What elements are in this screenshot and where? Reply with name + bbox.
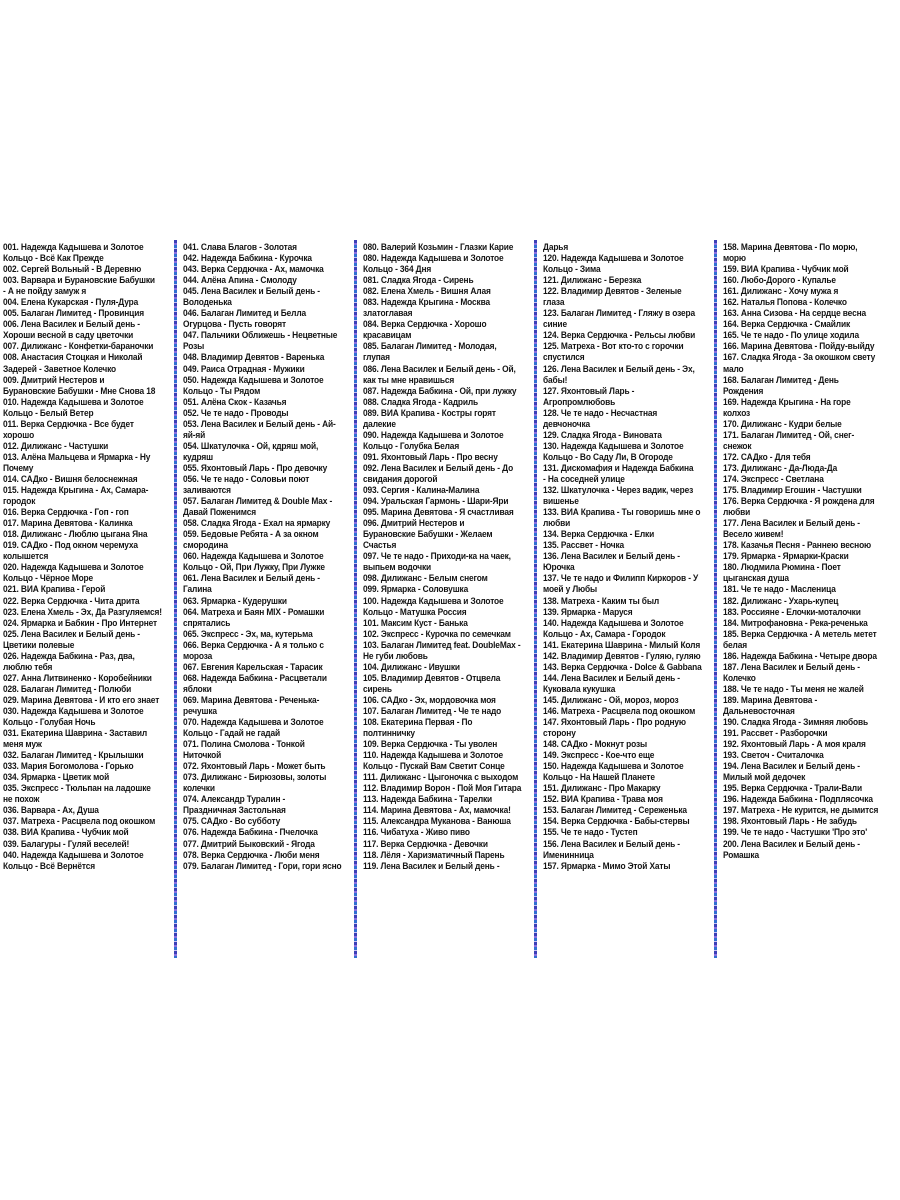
track-line: 083. Надежда Крыгина - Москва (363, 297, 491, 308)
track-line: 029. Марина Девятова - И кто его знает (3, 694, 160, 705)
track-line: 097. Че те надо - Приходи-ка на чаек, (363, 551, 511, 562)
track-line: 145. Дилижанс - Ой, мороз, мороз (543, 694, 679, 705)
track-line: 190. Сладка Ягода - Зимняя любовь (723, 717, 868, 728)
track-line: 091. Яхонтовый Ларь - Про весну (363, 451, 498, 462)
track-line: глупая (363, 352, 390, 363)
track-line: Кольцо - На Нашей Планете (543, 772, 655, 783)
track-line: 185. Верка Сердючка - А метель метет (723, 628, 877, 639)
track-line: Бурановские Бабушки - Желаем (363, 529, 493, 540)
track-line: Кольцо - Ты Рядом (183, 385, 261, 396)
track-line: 104. Дилижанс - Ивушки (363, 661, 460, 672)
track-line: 171. Балаган Лимитед - Ой, снег- (723, 429, 855, 440)
track-line: свидания дорогой (363, 473, 438, 484)
track-line: 011. Верка Сердючка - Все будет (3, 418, 134, 429)
track-line: 181. Че те надо - Масленица (723, 584, 836, 595)
track-line: Колечко (723, 672, 756, 683)
track-line: златоглавая (363, 308, 413, 319)
track-column-3 (360, 240, 540, 958)
track-line: полтинничку (363, 728, 415, 739)
track-line: 001. Надежда Кадышева и Золотое (3, 242, 144, 252)
track-list (183, 242, 350, 872)
track-line: 175. Владимир Егошин - Частушки (723, 485, 862, 496)
track-line: - А не пойду замуж я (3, 286, 87, 297)
track-line: Давай Поженимся (183, 507, 257, 518)
track-line: Юрочка (543, 562, 575, 573)
track-line: Хороши весной в саду цветочки (3, 330, 134, 341)
track-column-1 (0, 240, 180, 958)
track-line: 143. Верка Сердючка - Dolce & Gabbana (543, 661, 702, 672)
track-list (363, 242, 530, 872)
track-line: 042. Надежда Бабкина - Курочка (183, 253, 312, 264)
track-line: 082. Елена Хмель - Вишня Алая (363, 286, 491, 297)
track-line: Кольцо - Всё Как Прежде (3, 253, 104, 264)
track-line: любви (723, 507, 751, 518)
track-line: 109. Верка Сердючка - Ты уволен (363, 739, 498, 750)
track-line: кудряш (183, 451, 213, 462)
track-line: любви (543, 518, 571, 529)
track-line: 035. Экспресс - Тюльпан на ладошке (3, 783, 151, 794)
track-line: 155. Че те надо - Тустеп (543, 827, 638, 838)
track-line: 018. Дилижанс - Люблю цыгана Яна (3, 529, 148, 540)
track-line: 196. Надежда Бабкина - Подплясочка (723, 794, 873, 805)
track-line: 077. Дмитрий Быковский - Ягода (183, 838, 315, 849)
track-line: синие (543, 319, 567, 330)
track-line: смородина (183, 540, 228, 551)
track-line: белая (723, 639, 747, 650)
track-line: 031. Екатерина Шаврина - Заставил (3, 728, 148, 739)
track-line: 170. Дилижанс - Кудри белые (723, 418, 842, 429)
track-line: 094. Уральская Гармонь - Шари-Яри (363, 496, 509, 507)
track-line: 053. Лена Василек и Белый день - Ай- (183, 418, 336, 429)
track-line: 003. Варвара и Бурановские Бабушки (3, 275, 155, 286)
track-line: 100. Надежда Кадышева и Золотое (363, 595, 504, 606)
track-line: Кольцо - Зима (543, 264, 601, 275)
track-line: снежок (723, 440, 752, 451)
track-line: Бурановские Бабушки - Мне Снова 18 (3, 385, 156, 396)
track-line: 123. Балаган Лимитед - Гляжу в озера (543, 308, 696, 319)
track-list (723, 242, 890, 861)
track-line: 152. ВИА Крапива - Трава моя (543, 794, 663, 805)
track-line: 165. Че те надо - По улице ходила (723, 330, 859, 341)
track-line: 052. Че те надо - Проводы (183, 407, 289, 418)
track-line: 021. ВИА Крапива - Герой (3, 584, 106, 595)
track-line: 130. Надежда Кадышева и Золотое (543, 440, 684, 451)
track-line: 069. Марина Девятова - Реченька- (183, 694, 320, 705)
track-line: 078. Верка Сердючка - Люби меня (183, 849, 320, 860)
track-line: 073. Дилижанс - Бирюзовы, золоты (183, 772, 327, 783)
track-line: 161. Дилижанс - Хочу мужа я (723, 286, 839, 297)
track-line: 159. ВИА Крапива - Чубчик мой (723, 264, 849, 275)
track-line: 012. Дилижанс - Частушки (3, 440, 109, 451)
track-line: 119. Лена Василек и Белый день - (363, 860, 500, 871)
track-line: 125. Матреха - Вот кто-то с горочки (543, 341, 684, 352)
track-line: 005. Балаган Лимитед - Провинция (3, 308, 144, 319)
track-line: 144. Лена Василек и Белый день - (543, 672, 680, 683)
track-line: Кольцо - Белый Ветер (3, 407, 94, 418)
track-line: 098. Дилижанс - Белым снегом (363, 573, 488, 584)
track-line: 063. Ярмарка - Кудерушки (183, 595, 287, 606)
track-line: городок (3, 496, 36, 507)
playlist-sheet (0, 240, 900, 958)
track-line: 128. Че те надо - Несчастная (543, 407, 658, 418)
track-line: Кольцо - Во Саду Ли, В Огороде (543, 451, 673, 462)
track-line: 149. Экспресс - Кое-что еще (543, 750, 655, 761)
track-line: 036. Варвара - Ах, Душа (3, 805, 99, 816)
track-line: Кольцо - Ах, Самара - Городок (543, 628, 666, 639)
track-line: 138. Матреха - Каким ты был (543, 595, 660, 606)
track-line: 089. ВИА Крапива - Костры горят (363, 407, 496, 418)
track-line: красавицам (363, 330, 412, 341)
track-line: 158. Марина Девятова - По морю, (723, 242, 858, 252)
track-line: 133. ВИА Крапива - Ты говоришь мне о (543, 507, 701, 518)
track-line: 140. Надежда Кадышева и Золотое (543, 617, 684, 628)
track-line: Куковала кукушка (543, 683, 616, 694)
track-line: 006. Лена Василек и Белый день - (3, 319, 140, 330)
track-line: 195. Верка Сердючка - Трали-Вали (723, 783, 863, 794)
track-line: сирень (363, 683, 392, 694)
track-line: Розы (183, 341, 205, 352)
track-line: 037. Матреха - Расцвела под окошком (3, 816, 156, 827)
track-line: 093. Сергия - Калина-Малина (363, 485, 480, 496)
track-line: 173. Дилижанс - Да-Люда-Да (723, 462, 838, 473)
track-line: заливаются (183, 485, 231, 496)
track-line: бабы! (543, 374, 568, 385)
track-line: 048. Владимир Девятов - Варенька (183, 352, 325, 363)
track-line: 034. Ярмарка - Цветик мой (3, 772, 110, 783)
track-line: 041. Слава Благов - Золотая (183, 242, 297, 252)
track-line: как ты мне нравишься (363, 374, 455, 385)
track-line: 033. Мария Богомолова - Горько (3, 761, 134, 772)
track-line: 139. Ярмарка - Маруся (543, 606, 633, 617)
track-line: 028. Балаган Лимитед - Полюби (3, 683, 132, 694)
track-line: Именинница (543, 849, 594, 860)
track-line: 169. Надежда Крыгина - На горе (723, 396, 851, 407)
track-line: далекие (363, 418, 396, 429)
track-line: Ниточкой (183, 750, 222, 761)
track-line: 065. Экспресс - Эх, ма, кутерьма (183, 628, 313, 639)
track-list (3, 242, 170, 872)
track-line: 057. Балаган Лимитед & Double Max - (183, 496, 333, 507)
track-line: - На соседней улице (543, 473, 625, 484)
track-line: 114. Марина Девятова - Ах, мамочка! (363, 805, 511, 816)
track-line: 039. Балагуры - Гуляй веселей! (3, 838, 130, 849)
track-line: 154. Верка Сердючка - Бабы-стервы (543, 816, 690, 827)
track-line: 113. Надежда Бабкина - Тарелки (363, 794, 493, 805)
track-line: 058. Сладка Ягода - Ехал на ярмарку (183, 518, 331, 529)
track-line: 066. Верка Сердючка - А я только с (183, 639, 324, 650)
track-line: 024. Ярмарка и Бабкин - Про Интернет (3, 617, 157, 628)
track-line: 086. Лена Василек и Белый день - Ой, (363, 363, 516, 374)
track-line: 134. Верка Сердючка - Елки (543, 529, 655, 540)
track-line: 085. Балаган Лимитед - Молодая, (363, 341, 497, 352)
track-line: 176. Верка Сердючка - Я рождена для (723, 496, 875, 507)
track-line: 049. Раиса Отрадная - Мужики (183, 363, 305, 374)
track-line: 124. Верка Сердючка - Рельсы любви (543, 330, 696, 341)
track-line: 067. Евгения Карельская - Тарасик (183, 661, 323, 672)
track-line: 172. САДко - Для тебя (723, 451, 811, 462)
track-line: 131. Дискомафия и Надежда Бабкина (543, 462, 694, 473)
track-line: 044. Алёна Апина - Смолоду (183, 275, 297, 286)
track-line: люблю тебя (3, 661, 53, 672)
track-line: 135. Рассвет - Ночка (543, 540, 625, 551)
track-line: Ромашка (723, 849, 759, 860)
track-line: 064. Матреха и Баян MIX - Ромашки (183, 606, 325, 617)
track-line: 026. Надежда Бабкина - Раз, два, (3, 650, 135, 661)
track-line: 182. Дилижанс - Ухарь-купец (723, 595, 839, 606)
track-line: 166. Марина Девятова - Пойду-выйду (723, 341, 875, 352)
track-line: Володенька (183, 297, 232, 308)
track-line: 191. Рассвет - Разборочки (723, 728, 828, 739)
track-line: яй-яй (183, 429, 206, 440)
track-line: колхоз (723, 407, 751, 418)
track-line: 121. Дилижанс - Березка (543, 275, 642, 286)
track-line: 099. Ярмарка - Соловушка (363, 584, 469, 595)
track-line: Милый мой дедочек (723, 772, 806, 783)
track-line: 174. Экспресс - Светлана (723, 473, 824, 484)
track-line: 168. Балаган Лимитед - День (723, 374, 839, 385)
track-line: 198. Яхонтовый Ларь - Не забудь (723, 816, 857, 827)
track-line: 038. ВИА Крапива - Чубчик мой (3, 827, 129, 838)
track-line: 153. Балаган Лимитед - Сереженька (543, 805, 687, 816)
track-line: 030. Надежда Кадышева и Золотое (3, 705, 144, 716)
track-line: мороза (183, 650, 213, 661)
track-line: 043. Верка Сердючка - Ах, мамочка (183, 264, 324, 275)
track-line: хорошо (3, 429, 35, 440)
track-line: 177. Лена Василек и Белый день - (723, 518, 860, 529)
track-line: 014. САДко - Вишня белоснежная (3, 473, 138, 484)
track-line: 146. Матреха - Расцвела под окошком (543, 705, 696, 716)
track-line: 060. Надежда Кадышева и Золотое (183, 551, 324, 562)
track-line: 051. Алёна Скок - Казачья (183, 396, 287, 407)
track-line: 192. Яхонтовый Ларь - А моя краля (723, 739, 866, 750)
track-line: не похож (3, 794, 40, 805)
track-line: 090. Надежда Кадышева и Золотое (363, 429, 504, 440)
track-line: 079. Балаган Лимитед - Гори, гори ясно (183, 860, 342, 871)
track-line: колечки (183, 783, 215, 794)
track-line: 199. Че те надо - Частушки 'Про это' (723, 827, 868, 838)
track-line: моей у Любы (543, 584, 597, 595)
track-line: Галина (183, 584, 212, 595)
track-line: 189. Марина Девятова - (723, 694, 818, 705)
track-line: 095. Марина Девятова - Я счастливая (363, 507, 514, 518)
track-line: Огурцова - Пусть говорят (183, 319, 287, 330)
track-line: 164. Верка Сердючка - Смайлик (723, 319, 851, 330)
track-line: 040. Надежда Кадышева и Золотое (3, 849, 144, 860)
track-line: 008. Анастасия Стоцкая и Николай (3, 352, 143, 363)
track-line: 084. Верка Сердючка - Хорошо (363, 319, 487, 330)
track-line: 187. Лена Василек и Белый день - (723, 661, 860, 672)
track-line: 080. Валерий Козьмин - Глазки Карие (363, 242, 514, 252)
track-line: 061. Лена Василек и Белый день - (183, 573, 320, 584)
track-line: 075. САДко - Во субботу (183, 816, 281, 827)
track-line: Дальневосточная (723, 705, 795, 716)
track-line: сторону (543, 728, 576, 739)
track-line: Праздничная Застольная (183, 805, 286, 816)
track-column-5 (720, 240, 900, 958)
track-line: 046. Балаган Лимитед и Белла (183, 308, 307, 319)
track-line: 023. Елена Хмель - Эх, Да Разгуляемся! (3, 606, 162, 617)
track-line: 118. Лёля - Харизматичный Парень (363, 849, 505, 860)
track-line: 117. Верка Сердючка - Девочки (363, 838, 488, 849)
track-line: 126. Лена Василек и Белый день - Эх, (543, 363, 695, 374)
track-line: 002. Сергей Вольный - В Деревню (3, 264, 142, 275)
track-line: 059. Бедовые Ребята - А за окном (183, 529, 319, 540)
track-line: Не губи любовь (363, 650, 428, 661)
track-line: 080. Надежда Кадышева и Золотое (363, 253, 504, 264)
track-line: колышется (3, 551, 49, 562)
track-line: 127. Яхонтовый Ларь - (543, 385, 635, 396)
track-line: 186. Надежда Бабкина - Четыре двора (723, 650, 877, 661)
track-line: 111. Дилижанс - Цыгоночка с выходом (363, 772, 519, 783)
track-line: речушка (183, 705, 217, 716)
track-line: 194. Лена Василек и Белый день - (723, 761, 860, 772)
track-line: глаза (543, 297, 565, 308)
track-line: 103. Балаган Лимитед feat. DoubleMax - (363, 639, 521, 650)
track-line: 025. Лена Василек и Белый день - (3, 628, 140, 639)
track-line: 101. Максим Куст - Банька (363, 617, 468, 628)
track-line: 092. Лена Василек и Белый день - До (363, 462, 514, 473)
track-line: Кольцо - Гадай не гадай (183, 728, 280, 739)
track-line: 050. Надежда Кадышева и Золотое (183, 374, 324, 385)
track-line: Цветики полевые (3, 639, 75, 650)
track-line: 147. Яхонтовый Ларь - Про родную (543, 717, 686, 728)
track-line: мало (723, 363, 744, 374)
track-line: вишенье (543, 496, 579, 507)
track-line: 004. Елена Кукарская - Пуля-Дура (3, 297, 139, 308)
track-line: 056. Че те надо - Соловьи поют (183, 473, 310, 484)
track-line: Дарья (543, 242, 569, 252)
track-line: 102. Экспресс - Курочка по семечкам (363, 628, 511, 639)
track-line: 167. Сладка Ягода - За окошком свету (723, 352, 876, 363)
track-line: Агропромлюбовь (543, 396, 616, 407)
track-line: 184. Митрофановна - Река-реченька (723, 617, 868, 628)
track-line: 188. Че те надо - Ты меня не жалей (723, 683, 864, 694)
track-line: 096. Дмитрий Нестеров и (363, 518, 465, 529)
track-line: 180. Людмила Рюмина - Поет (723, 562, 841, 573)
track-line: Кольцо - Голубая Ночь (3, 717, 96, 728)
track-line: 106. САДко - Эх, мордовочка моя (363, 694, 496, 705)
track-line: 009. Дмитрий Нестеров и (3, 374, 105, 385)
track-line: 081. Сладка Ягода - Сирень (363, 275, 474, 286)
track-line: 200. Лена Василек и Белый день - (723, 838, 860, 849)
track-line: меня муж (3, 739, 42, 750)
track-line: 070. Надежда Кадышева и Золотое (183, 717, 324, 728)
track-line: 150. Надежда Кадышева и Золотое (543, 761, 684, 772)
track-line: Кольцо - Матушка Россия (363, 606, 467, 617)
track-line: 163. Анна Сизова - На сердце весна (723, 308, 867, 319)
track-line: 178. Казачья Песня - Раннею весною (723, 540, 872, 551)
track-line: 179. Ярмарка - Ярмарки-Краски (723, 551, 849, 562)
track-line: 183. Россияне - Елочки-моталочки (723, 606, 861, 617)
track-column-4 (540, 240, 720, 958)
track-line: 015. Надежда Крыгина - Ах, Самара- (3, 485, 149, 496)
track-line: Почему (3, 462, 34, 473)
track-line: 105. Владимир Девятов - Отцвела (363, 672, 501, 683)
track-line: 019. САДко - Под окном черемуха (3, 540, 138, 551)
track-line: спустился (543, 352, 585, 363)
track-line: Рождения (723, 385, 764, 396)
track-line: спрятались (183, 617, 231, 628)
track-line: 160. Любо-Дорого - Купалье (723, 275, 836, 286)
track-line: 162. Наталья Попова - Колечко (723, 297, 847, 308)
track-line: 151. Дилижанс - Про Макарку (543, 783, 661, 794)
track-line: 157. Ярмарка - Мимо Этой Хаты (543, 860, 671, 871)
track-line: 013. Алёна Мальцева и Ярмарка - Ну (3, 451, 151, 462)
track-line: цыганская душа (723, 573, 789, 584)
track-line: 120. Надежда Кадышева и Золотое (543, 253, 684, 264)
track-line: 045. Лена Василек и Белый день - (183, 286, 320, 297)
track-line: Кольцо - Ой, При Лужку, При Лужке (183, 562, 325, 573)
track-line: 142. Владимир Девятов - Гуляю, гуляю (543, 650, 701, 661)
track-line: 116. Чибатуха - Живо пиво (363, 827, 470, 838)
track-line: 055. Яхонтовый Ларь - Про девочку (183, 462, 328, 473)
track-line: 047. Пальчики Оближешь - Нецветные (183, 330, 338, 341)
track-line: 156. Лена Василек и Белый день - (543, 838, 680, 849)
track-line: 137. Че те надо и Филипп Киркоров - У (543, 573, 699, 584)
track-line: 087. Надежда Бабкина - Ой, при лужку (363, 385, 517, 396)
track-line: Кольцо - 364 Дня (363, 264, 432, 275)
track-line: 010. Надежда Кадышева и Золотое (3, 396, 144, 407)
track-line: 027. Анна Литвиненко - Коробейники (3, 672, 152, 683)
track-line: 076. Надежда Бабкина - Пчелочка (183, 827, 318, 838)
track-line: Кольцо - Пускай Вам Светит Сонце (363, 761, 505, 772)
track-line: морю (723, 253, 746, 264)
track-line: 007. Дилижанс - Конфетки-бараночки (3, 341, 154, 352)
track-line: Весело живем! (723, 529, 784, 540)
track-line: 088. Сладка Ягода - Кадриль (363, 396, 479, 407)
track-line: 072. Яхонтовый Ларь - Может быть (183, 761, 326, 772)
track-line: 132. Шкатулочка - Через вадик, через (543, 485, 694, 496)
track-line: 071. Полина Смолова - Тонкой (183, 739, 305, 750)
track-line: 136. Лена Василек и Белый день - (543, 551, 680, 562)
track-line: 129. Сладка Ягода - Виновата (543, 429, 662, 440)
track-line: 020. Надежда Кадышева и Золотое (3, 562, 144, 573)
track-line: 017. Марина Девятова - Калинка (3, 518, 133, 529)
track-line: яблоки (183, 683, 212, 694)
track-line: 022. Верка Сердючка - Чита дрита (3, 595, 140, 606)
track-line: 112. Владимир Ворон - Пой Моя Гитара (363, 783, 522, 794)
track-line: Кольцо - Всё Вернётся (3, 860, 95, 871)
track-line: 107. Балаган Лимитед - Че те надо (363, 705, 502, 716)
track-line: выпьем водочки (363, 562, 432, 573)
track-line: 141. Екатерина Шаврина - Милый Коля (543, 639, 701, 650)
track-line: 054. Шкатулочка - Ой, кдряш мой, (183, 440, 319, 451)
track-column-2 (180, 240, 360, 958)
track-line: 016. Верка Сердючка - Гоп - гоп (3, 507, 129, 518)
track-line: Задерей - Заветное Колечко (3, 363, 117, 374)
track-line: Кольцо - Чёрное Море (3, 573, 94, 584)
track-line: девчоночка (543, 418, 591, 429)
track-line: 108. Екатерина Первая - По (363, 717, 473, 728)
track-line: Кольцо - Голубка Белая (363, 440, 460, 451)
track-line: 032. Балаган Лимитед - Крылышки (3, 750, 144, 761)
track-line: 074. Александр Туралин - (183, 794, 286, 805)
track-line: 122. Владимир Девятов - Зеленые (543, 286, 682, 297)
track-list (543, 242, 710, 872)
track-line: 110. Надежда Кадышева и Золотое (363, 750, 504, 761)
track-line: Счастья (363, 540, 397, 551)
track-line: 197. Матреха - Не курится, не дымится (723, 805, 879, 816)
track-line: 148. САДко - Мокнут розы (543, 739, 648, 750)
track-line: 068. Надежда Бабкина - Расцветали (183, 672, 327, 683)
track-line: 115. Александра Муканова - Ванюша (363, 816, 511, 827)
track-line: 193. Светоч - Считалочка (723, 750, 824, 761)
